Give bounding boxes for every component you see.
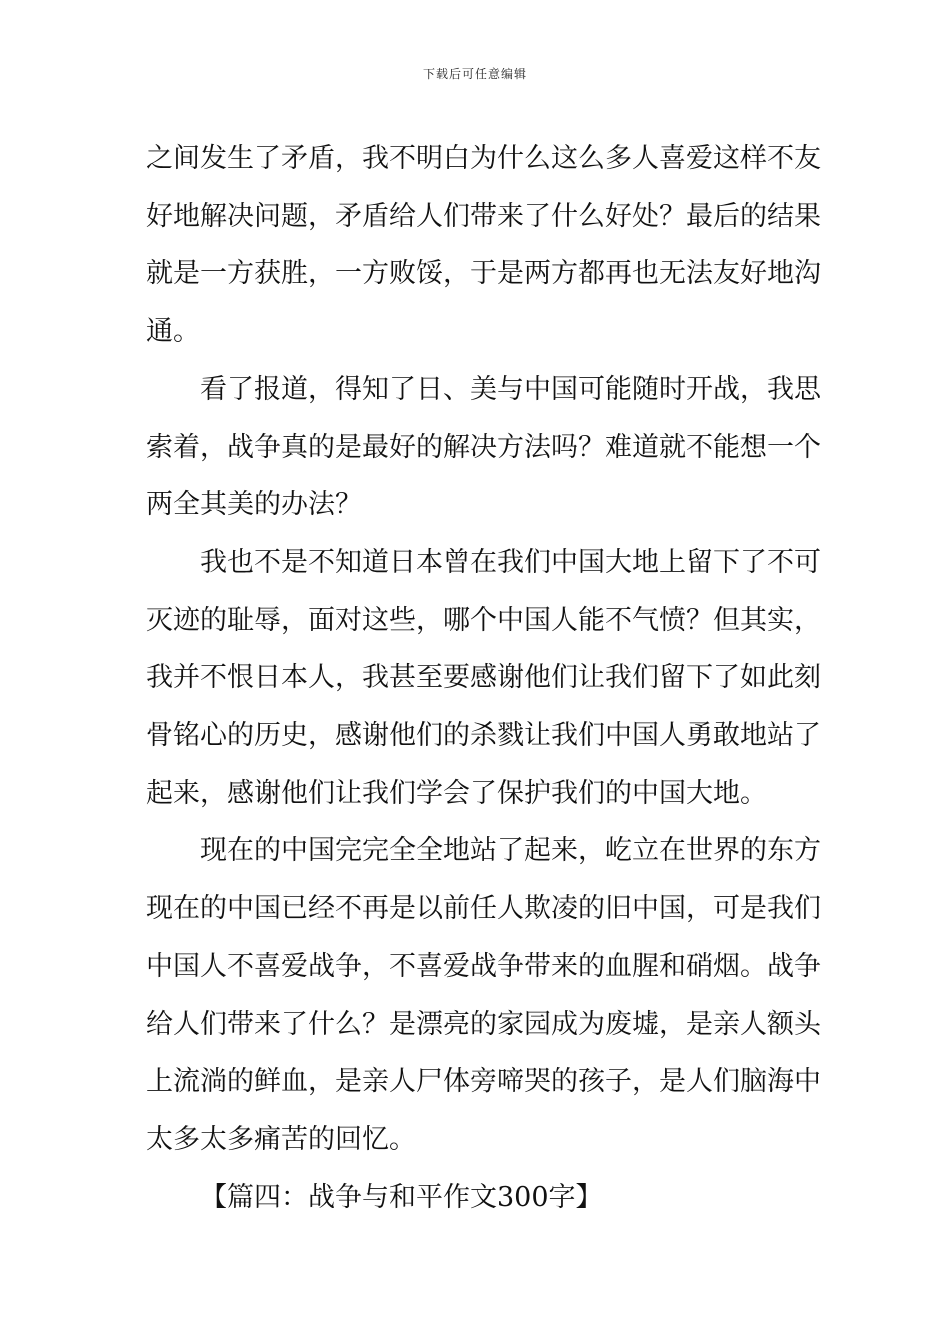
text-line: 就是一方获胜，一方败馁，于是两方都再也无法友好地沟 — [146, 258, 821, 290]
document-body — [146, 130, 821, 1226]
text-line: 起来，感谢他们让我们学会了保护我们的中国大地。 — [146, 777, 767, 809]
text-line: 我也不是不知道日本曾在我们中国大地上留下了不可 — [200, 546, 821, 578]
text-line: 上流淌的鲜血，是亲人尸体旁啼哭的孩子，是人们脑海中 — [146, 1066, 821, 1098]
text-line: 灭迹的耻辱，面对这些，哪个中国人能不气愤？但其实， — [146, 604, 821, 636]
paragraph-2 — [146, 361, 821, 534]
section-heading: 【篇四：战争与和平作文300字】 — [200, 1181, 603, 1213]
paragraph-1 — [146, 130, 821, 361]
text-line: 通。 — [146, 316, 200, 348]
text-line: 现在的中国完完全全地站了起来，屹立在世界的东方 — [200, 835, 821, 867]
text-line: 之间发生了矛盾，我不明白为什么这么多人喜爱这样不友 — [146, 143, 821, 174]
text-line: 好地解决问题，矛盾给人们带来了什么好处？最后的结果 — [146, 200, 821, 232]
page-header: 下载后可任意编辑 — [422, 67, 527, 81]
text-line: 看了报道，得知了日、美与中国可能随时开战，我思 — [200, 373, 821, 405]
paragraph-4 — [146, 822, 821, 1168]
text-line: 现在的中国已经不再是以前任人欺凌的旧中国，可是我们 — [146, 893, 821, 925]
text-line: 索着，战争真的是最好的解决方法吗？难道就不能想一个 — [146, 431, 821, 463]
text-line: 骨铭心的历史，感谢他们的杀戮让我们中国人勇敢地站了 — [146, 720, 821, 752]
text-line: 两全其美的办法？ — [146, 489, 362, 521]
text-line: 太多太多痛苦的回忆。 — [146, 1123, 416, 1155]
text-line: 给人们带来了什么？是漂亮的家园成为废墟，是亲人额头 — [146, 1008, 821, 1040]
paragraph-3 — [146, 534, 821, 823]
text-line: 我并不恨日本人，我甚至要感谢他们让我们留下了如此刻 — [146, 662, 821, 694]
text-line: 中国人不喜爱战争，不喜爱战争带来的血腥和硝烟。战争 — [146, 950, 821, 982]
